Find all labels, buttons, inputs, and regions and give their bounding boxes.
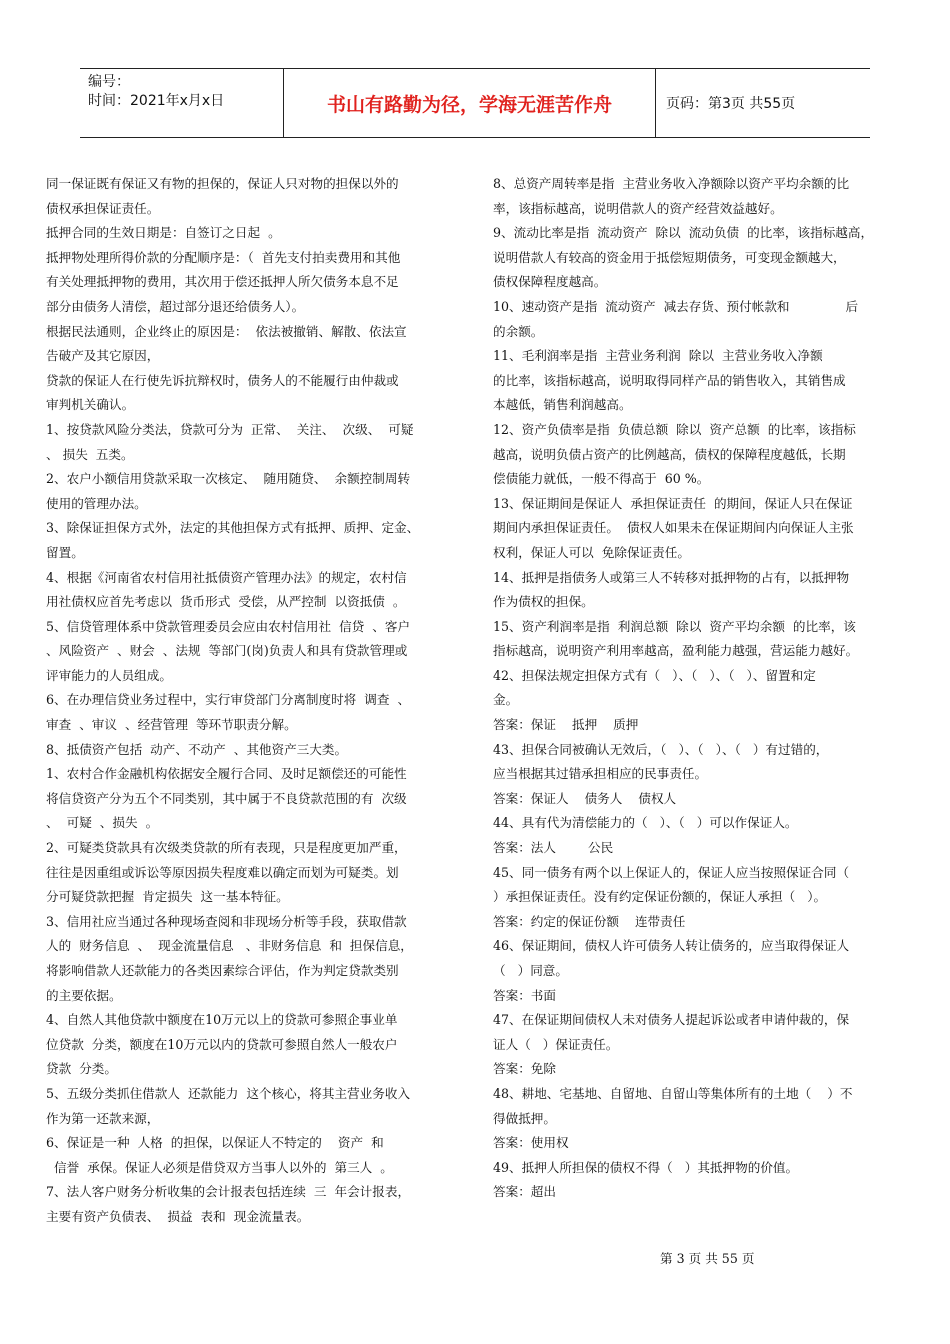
text-line: 有关处理抵押物的费用，其次用于偿还抵押人所欠债务本息不足 — [46, 274, 399, 290]
text-line: 3、除保证担保方式外，法定的其他担保方式有抵押、质押、定金、 — [46, 520, 420, 536]
text-line: 1、按贷款风险分类法，贷款可分为 正常、 关注、 次级、 可疑 — [46, 421, 414, 437]
text-line: 告破产及其它原因， — [46, 348, 160, 364]
text-line: 往往是因重组或诉讼等原因损失程度难以确定而划为可疑类。划 — [46, 864, 399, 880]
text-line: 作为债权的担保。 — [493, 594, 594, 610]
header-page-info: 页码：第3页 共55页 — [666, 96, 796, 112]
text-line: 8、总资产周转率是指 主营业务收入净额除以资产平均余额的比 — [493, 176, 850, 191]
text-line: 11、毛利润率是指 主营业务利润 除以 主营业务收入净额 — [493, 348, 823, 364]
text-line: 8、抵债资产包括 动产、不动产 、其他资产三大类。 — [46, 741, 348, 757]
text-line: 44、具有代为清偿能力的（ ）、（ ）可以作保证人。 — [493, 815, 798, 831]
text-line: 6、在办理信贷业务过程中，实行审贷部门分离制度时将 调查 、 — [46, 692, 411, 708]
text-line: 说明借款人有较高的资金用于抵偿短期债务，可变现金额越大， — [493, 249, 846, 265]
text-line: 债权保障程度越高。 — [493, 274, 607, 290]
text-line: 10、速动资产是指 流动资产 减去存货、预付帐款和 后 — [493, 298, 859, 314]
text-line: 审判机关确认。 — [46, 397, 135, 413]
text-line: 49、抵押人所担保的债权不得（ ）其抵押物的价值。 — [493, 1159, 799, 1175]
text-line: 证人（ ）保证责任。 — [493, 1036, 619, 1052]
text-line: 43、担保合同被确认无效后，（ ）、（ ）、（ ）有过错的， — [493, 741, 829, 757]
text-line: 46、保证期间，债权人许可债务人转让债务的，应当取得保证人 — [493, 938, 850, 954]
text-line: （ ）同意。 — [493, 963, 568, 978]
text-line: 抵押物处理所得价款的分配顺序是：（ 首先支付拍卖费用和其他 — [46, 249, 401, 265]
text-line: 7、法人客户财务分析收集的会计报表包括连续 三 年会计报表， — [46, 1184, 411, 1200]
text-line: 权利，保证人可以 免除保证责任。 — [493, 544, 690, 560]
text-line: 位贷款 分类，额度在10万元以内的贷款可参照自然人一般农户 — [46, 1036, 398, 1052]
text-line: 部分由债务人清偿，超过部分退还给债务人）。 — [46, 298, 305, 314]
left-column — [46, 172, 466, 1230]
text-line: 45、同一债务有两个以上保证人的，保证人应当按照保证合同（ — [493, 864, 850, 880]
text-line: 期间内承担保证责任。 债权人如果未在保证期间内向保证人主张 — [493, 520, 854, 536]
text-line: 答案：超出 — [493, 1184, 556, 1200]
text-line: 用社债权应首先考虑以 货币形式 受偿，从严控制 以资抵债 。 — [46, 594, 406, 610]
text-line: 的比率，该指标越高，说明取得同样产品的销售收入，其销售成 — [493, 372, 846, 388]
text-line: 2、农户小额信用贷款采取一次核定、 随用随贷、 余额控制周转 — [46, 471, 411, 487]
right-column — [493, 172, 913, 1205]
text-line: 答案：保证 抵押 质押 — [493, 717, 639, 733]
text-line: 48、耕地、宅基地、自留地、自留山等集体所有的土地（ ）不 — [493, 1085, 853, 1101]
header-motto: 书山有路勤为径，学海无涯苦作舟 — [284, 69, 656, 137]
text-line: 3、信用社应当通过各种现场查阅和非现场分析等手段，获取借款 — [46, 913, 407, 929]
text-line: 6、保证是一种 人格 的担保，以保证人不特定的 资产 和 — [46, 1135, 384, 1151]
text-line: 评审能力的人员组成。 — [46, 667, 172, 683]
text-line: 审查 、审议 、经营管理 等环节职责分解。 — [46, 717, 297, 733]
text-line: 5、五级分类抓住借款人 还款能力 这个核心，将其主营业务收入 — [46, 1085, 411, 1101]
text-line: 4、根据《河南省农村信用社抵债资产管理办法》的规定，农村信 — [46, 569, 407, 585]
text-line: 13、保证期间是保证人 承担保证责任 的期间，保证人只在保证 — [493, 495, 853, 511]
text-line: 本越低，销售利润越高。 — [493, 397, 632, 413]
text-line: 指标越高，说明资产利用率越高，盈利能力越强，营运能力越好。 — [493, 643, 859, 659]
text-line: 的主要依据。 — [46, 987, 122, 1003]
text-line: 答案：法人 公民 — [493, 840, 614, 856]
document-number: 编号： — [88, 74, 130, 90]
text-line: 信誉 承保。保证人必须是借贷双方当事人以外的 第三人 。 — [46, 1159, 393, 1175]
text-line: 越高，说明负债占资产的比例越高，债权的保障程度越低，长期 — [493, 446, 846, 462]
text-line: 答案：书面 — [493, 987, 556, 1003]
document-date: 时间：2021年x月x日 — [88, 93, 225, 109]
text-line: 得做抵押。 — [493, 1110, 556, 1126]
text-line: 、 可疑 、损失 。 — [46, 815, 159, 831]
text-line: 答案：免除 — [493, 1061, 556, 1077]
text-line: 答案：保证人 债务人 债权人 — [493, 790, 677, 806]
text-line: 金。 — [493, 692, 519, 708]
text-line: 14、抵押是指债务人或第三人不转移对抵押物的占有，以抵押物 — [493, 569, 850, 585]
text-line: 使用的管理办法。 — [46, 495, 147, 511]
text-line: 答案：使用权 — [493, 1135, 569, 1151]
text-line: 人的 财务信息 、 现金流量信息 、非财务信息 和 担保信息， — [46, 938, 413, 954]
text-line: 4、自然人其他贷款中额度在10万元以上的贷款可参照企事业单 — [46, 1012, 398, 1028]
page-header — [80, 68, 870, 138]
text-line: ）承担保证责任。没有约定保证份额的，保证人承担（ ）。 — [493, 889, 827, 905]
text-line: 债权承担保证责任。 — [46, 200, 160, 216]
text-line: 留置。 — [46, 544, 84, 560]
page-footer: 第 3 页 共 55 页 — [660, 1251, 755, 1266]
text-line: 主要有资产负债表、 损益 表和 现金流量表。 — [46, 1208, 310, 1224]
text-line: 2、可疑类贷款具有次级类贷款的所有表现，只是程度更加严重， — [46, 840, 407, 856]
text-line: 、 损失 五类。 — [46, 446, 134, 462]
text-line: 答案：约定的保证份额 连带责任 — [493, 913, 686, 929]
text-line: 应当根据其过错承担相应的民事责任。 — [493, 766, 708, 782]
text-line: 将影响借款人还款能力的各类因素综合评估，作为判定贷款类别 — [46, 963, 399, 978]
text-line: 率，该指标越高，说明借款人的资产经营效益越好。 — [493, 200, 783, 216]
text-line: 的余额。 — [493, 323, 544, 339]
text-line: 抵押合同的生效日期是：自签订之日起 。 — [46, 225, 281, 241]
text-line: 贷款的保证人在行使先诉抗辩权时，债务人的不能履行由仲裁或 — [46, 372, 399, 388]
text-line: 分可疑贷款把握 肯定损失 这一基本特征。 — [46, 889, 289, 905]
text-line: 、风险资产 、财会 、法规 等部门(岗)负责人和具有贷款管理或 — [46, 643, 408, 659]
text-line: 将信贷资产分为五个不同类别，其中属于不良贷款范围的有 次级 — [46, 790, 407, 806]
text-line: 同一保证既有保证又有物的担保的，保证人只对物的担保以外的 — [46, 176, 399, 191]
text-line: 贷款 分类。 — [46, 1061, 117, 1077]
text-line: 15、资产利润率是指 利润总额 除以 资产平均余额 的比率，该 — [493, 618, 856, 634]
text-line: 42、担保法规定担保方式有（ ）、（ ）、（ ）、留置和定 — [493, 667, 816, 683]
text-line: 根据民法通则，企业终止的原因是： 依法被撤销、解散、依法宣 — [46, 323, 407, 339]
text-line: 偿债能力就低，一般不得高于 60 %。 — [493, 471, 710, 487]
text-line: 5、信贷管理体系中贷款管理委员会应由农村信用社 信贷 、客户 — [46, 618, 411, 634]
text-line: 47、在保证期间债权人未对债务人提起诉讼或者申请仲裁的，保 — [493, 1012, 850, 1028]
text-line: 9、流动比率是指 流动资产 除以 流动负债 的比率，该指标越高， — [493, 225, 874, 241]
text-line: 1、农村合作金融机构依据安全履行合同、及时足额偿还的可能性 — [46, 766, 407, 782]
header-meta — [80, 69, 284, 137]
text-line: 作为第一还款来源， — [46, 1110, 160, 1126]
text-line: 12、资产负债率是指 负债总额 除以 资产总额 的比率，该指标 — [493, 421, 856, 437]
